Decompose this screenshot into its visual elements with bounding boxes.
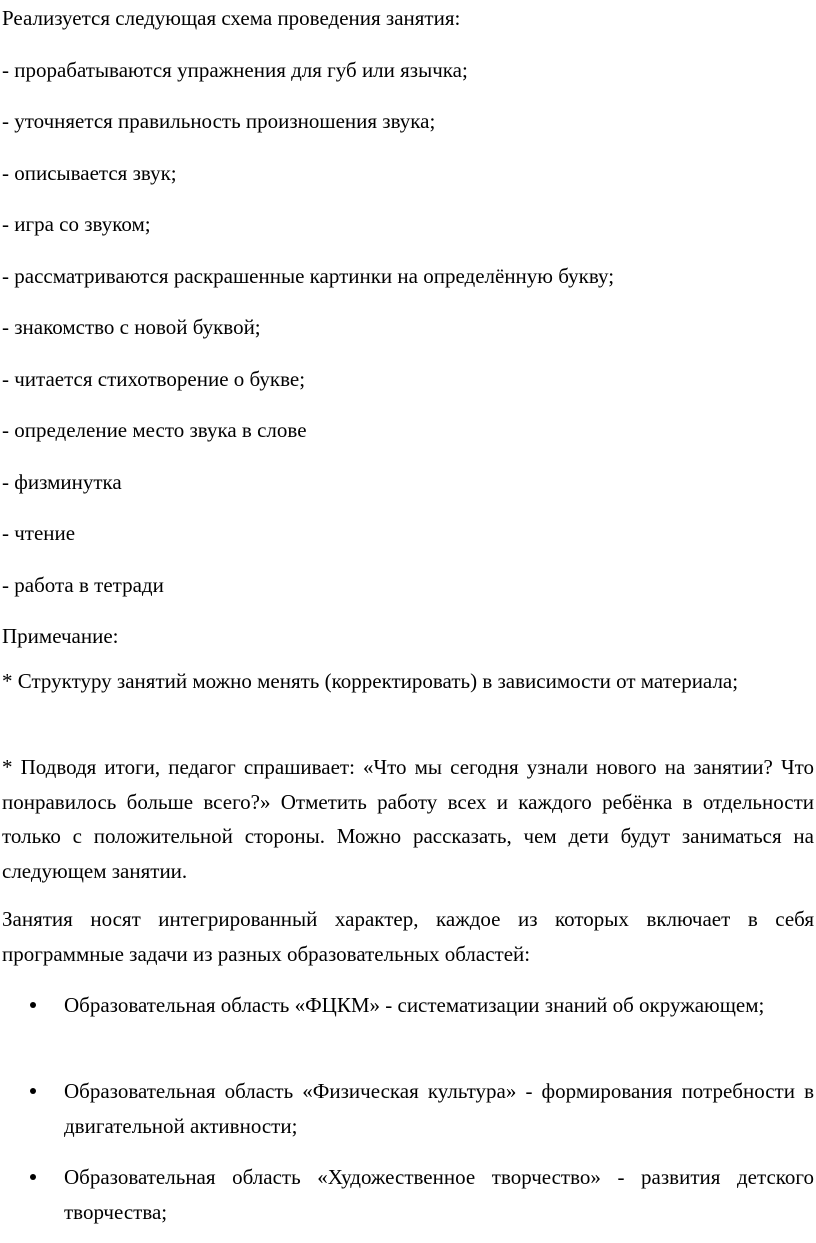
- step-item: - физминутка: [2, 470, 122, 494]
- note-item: * Структуру занятий можно менять (корректировать) в зависимости от материала;: [2, 669, 739, 693]
- step-item: - игра со звуком;: [2, 212, 151, 236]
- step-item: - рассматриваются раскрашенные картинки на определённую букву;: [2, 264, 615, 288]
- step-item: - определение место звука в слове: [2, 418, 307, 442]
- integration-paragraph: Занятия носят интегрированный характер, каждое из которых включает в себя программные задачи из разных образовательных областей:: [2, 907, 814, 966]
- step-item: - чтение: [2, 521, 76, 545]
- step-item: - читается стихотворение о букве;: [2, 367, 306, 391]
- bullet-icon: [30, 1002, 36, 1008]
- step-item: - описывается звук;: [2, 161, 177, 185]
- step-item: - уточняется правильность произношения звука;: [2, 109, 436, 133]
- step-item: - знакомство с новой буквой;: [2, 315, 261, 339]
- area-text: Образовательная область «ФЦКМ» - систематизации знаний об окружающем;: [64, 993, 765, 1017]
- step-item: - прорабатываются упражнения для губ или язычка;: [2, 58, 468, 82]
- step-item: - работа в тетради: [2, 573, 164, 597]
- intro-line: Реализуется следующая схема проведения занятия:: [2, 6, 461, 30]
- area-text: Образовательная область «Художественное творчество» - развития детского творчества;: [64, 1165, 814, 1224]
- area-text: Образовательная область «Физическая культура» - формирования потребности в двигательной активности;: [64, 1079, 814, 1138]
- bullet-icon: [30, 1088, 36, 1094]
- note-item: * Подводя итоги, педагог спрашивает: «Что мы сегодня узнали нового на занятии? Что понравилось больше всего?» Отметить работу всех и каждого ребёнка в отдельности только с положительной стороны. Можно рассказать, чем дети будут заниматься на следующем занятии.: [2, 755, 814, 883]
- bullet-icon: [30, 1174, 36, 1180]
- note-heading: Примечание:: [2, 624, 119, 648]
